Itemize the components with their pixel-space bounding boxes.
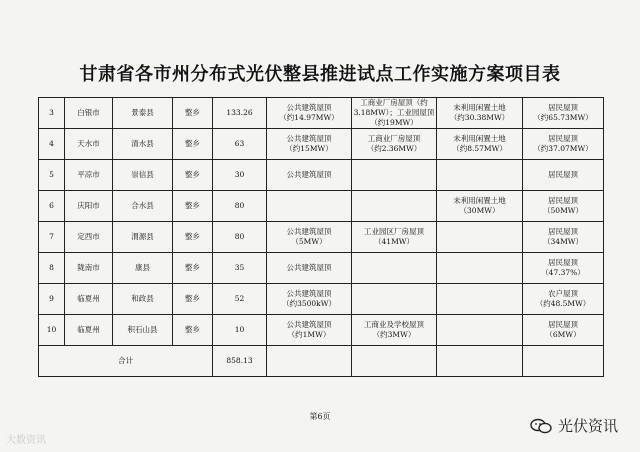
page-title: 甘肃省各市州分布式光伏整县推进试点工作实施方案项目表 — [79, 64, 561, 85]
cell-idle — [437, 315, 523, 346]
total-row — [39, 346, 604, 377]
cell-industry — [352, 160, 437, 191]
watermark-right — [530, 415, 618, 436]
cell-industry: 工商业及学校屋顶 （约3MW） — [352, 315, 437, 346]
cell-city: 庆阳市 — [65, 191, 113, 222]
watermark-right-text: 光伏资讯 — [557, 417, 618, 435]
table-row — [39, 284, 604, 315]
table-row — [39, 129, 604, 160]
cell-no: 5 — [39, 160, 65, 191]
cell-no: 6 — [39, 191, 65, 222]
cell-no: 3 — [39, 98, 65, 129]
table-row — [39, 315, 604, 346]
cell-resident: 居民屋顶 — [523, 160, 604, 191]
cell-public: 公共建筑屋顶 （约1MW） — [267, 315, 352, 346]
cell-scope: 整乡 — [173, 129, 213, 160]
cell-no: 8 — [39, 253, 65, 284]
page-number: 第6页 — [309, 412, 331, 421]
cell-scope: 整乡 — [173, 160, 213, 191]
total-capacity: 858.13 — [213, 346, 267, 377]
cell-industry: 工业园区厂房屋顶 （41MW） — [352, 222, 437, 253]
cell-idle — [437, 160, 523, 191]
cell-no: 7 — [39, 222, 65, 253]
cell-resident: 农户屋顶 （约48.5MW） — [523, 284, 604, 315]
cell-idle — [437, 253, 523, 284]
cell-city: 天水市 — [65, 129, 113, 160]
cell-scope: 整乡 — [173, 98, 213, 129]
project-table — [38, 97, 604, 377]
table-row — [39, 222, 604, 253]
cell-public — [267, 191, 352, 222]
cell-no: 4 — [39, 129, 65, 160]
cell-resident: 居民屋顶 （47.37%） — [523, 253, 604, 284]
cell-public: 公共建筑屋顶 （约3500kW） — [267, 284, 352, 315]
cell-county: 积石山县 — [113, 315, 173, 346]
cell-county: 渭源县 — [113, 222, 173, 253]
cell-scope: 整乡 — [173, 284, 213, 315]
cell-capacity: 80 — [213, 222, 267, 253]
cell-city: 陇南市 — [65, 253, 113, 284]
cell-city: 平凉市 — [65, 160, 113, 191]
cell-industry — [352, 284, 437, 315]
cell-industry: 工商业厂房屋顶（约3.18MW）；工业园屋顶（约19MW） — [352, 98, 437, 129]
cell-scope: 整乡 — [173, 191, 213, 222]
cell-resident: 居民屋顶 （34MW） — [523, 222, 604, 253]
cell-county: 合水县 — [113, 191, 173, 222]
cell-idle: 未利用闲置土地 （约8.57MW） — [437, 129, 523, 160]
cell-resident: 居民屋顶 （约65.73MW） — [523, 98, 604, 129]
watermark-left: 大数资讯 — [6, 435, 46, 446]
table-row — [39, 191, 604, 222]
wechat-logo-icon — [530, 418, 552, 434]
table-body — [39, 98, 604, 346]
cell-public: 公共建筑屋顶 （5MW） — [267, 222, 352, 253]
cell-idle: 未利用闲置土地 （约30.38MW） — [437, 98, 523, 129]
cell-scope: 整乡 — [173, 253, 213, 284]
cell-scope: 整乡 — [173, 222, 213, 253]
cell-no: 9 — [39, 284, 65, 315]
cell-industry — [352, 253, 437, 284]
cell-city: 临夏州 — [65, 315, 113, 346]
cell-idle: 未利用闲置土地 （30MW） — [437, 191, 523, 222]
cell-capacity: 10 — [213, 315, 267, 346]
cell-capacity: 80 — [213, 191, 267, 222]
cell-resident: 居民屋顶 （6MW） — [523, 315, 604, 346]
cell-idle — [437, 284, 523, 315]
total-label: 合计 — [39, 346, 213, 377]
cell-industry — [352, 191, 437, 222]
table-row — [39, 98, 604, 129]
cell-county: 清水县 — [113, 129, 173, 160]
cell-capacity: 52 — [213, 284, 267, 315]
table-row — [39, 253, 604, 284]
cell-capacity: 133.26 — [213, 98, 267, 129]
cell-county: 康县 — [113, 253, 173, 284]
cell-city: 白银市 — [65, 98, 113, 129]
cell-idle — [437, 222, 523, 253]
cell-county: 和政县 — [113, 284, 173, 315]
cell-city: 定西市 — [65, 222, 113, 253]
cell-city: 临夏州 — [65, 284, 113, 315]
table-row — [39, 160, 604, 191]
cell-county: 景泰县 — [113, 98, 173, 129]
cell-capacity: 63 — [213, 129, 267, 160]
cell-industry: 工商业厂房屋顶 （约2.36MW） — [352, 129, 437, 160]
cell-public: 公共建筑屋顶 — [267, 160, 352, 191]
cell-county: 崇信县 — [113, 160, 173, 191]
cell-scope: 整乡 — [173, 315, 213, 346]
cell-resident: 居民屋顶 （50MW） — [523, 191, 604, 222]
cell-no: 10 — [39, 315, 65, 346]
cell-capacity: 30 — [213, 160, 267, 191]
cell-public: 公共建筑屋顶 （约15MW） — [267, 129, 352, 160]
cell-public: 公共建筑屋顶 — [267, 253, 352, 284]
cell-resident: 居民屋顶 （约37.07MW） — [523, 129, 604, 160]
cell-capacity: 35 — [213, 253, 267, 284]
cell-public: 公共建筑屋顶 （约14.97MW） — [267, 98, 352, 129]
